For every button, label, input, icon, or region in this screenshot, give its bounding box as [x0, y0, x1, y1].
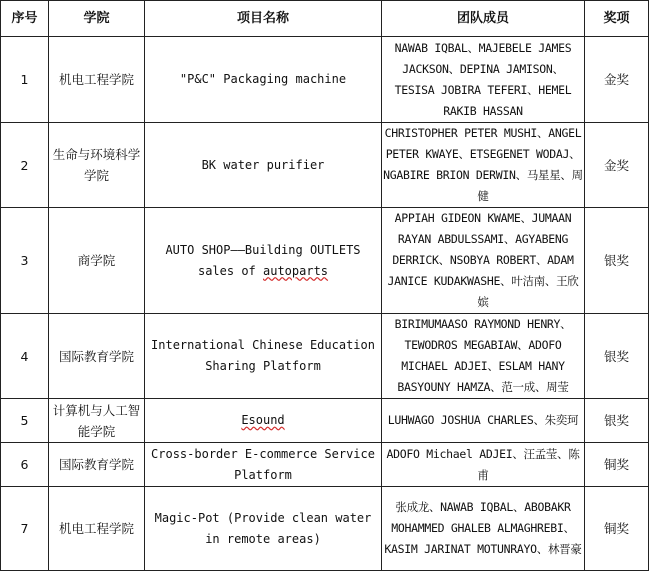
cell-award: 铜奖 — [585, 443, 649, 487]
cell-members: NAWAB IQBAL、MAJEBELE JAMES JACKSON、DEPINA JAMISON、TESISA JOBIRA TEFERI、HEMEL RAKIB HASSAN — [382, 37, 585, 123]
table-row — [1, 487, 649, 571]
cell-members: ADOFO Michael ADJEI、汪孟莹、陈甫 — [382, 443, 585, 487]
project-text: AUTO SHOP——Building OUTLETS sales of — [165, 242, 361, 278]
cell-num: 7 — [1, 487, 49, 571]
spellcheck-word: autoparts — [263, 263, 329, 278]
cell-award: 金奖 — [585, 37, 649, 123]
cell-project: BK water purifier — [145, 123, 382, 208]
cell-award: 银奖 — [585, 314, 649, 399]
header-members: 团队成员 — [382, 1, 585, 37]
cell-award: 银奖 — [585, 399, 649, 443]
header-award: 奖项 — [585, 1, 649, 37]
cell-members: LUHWAGO JOSHUA CHARLES、朱奕珂 — [382, 399, 585, 443]
cell-college: 生命与环境科学学院 — [49, 123, 145, 208]
cell-num: 3 — [1, 208, 49, 314]
cell-project — [145, 399, 382, 443]
cell-award: 铜奖 — [585, 487, 649, 571]
cell-project: "P&C" Packaging machine — [145, 37, 382, 123]
table-row — [1, 443, 649, 487]
table-row — [1, 123, 649, 208]
header-num: 序号 — [1, 1, 49, 37]
cell-num: 5 — [1, 399, 49, 443]
cell-college: 计算机与人工智能学院 — [49, 399, 145, 443]
cell-award: 银奖 — [585, 208, 649, 314]
cell-project — [145, 208, 382, 314]
cell-num: 1 — [1, 37, 49, 123]
cell-project: Magic-Pot (Provide clean water in remote areas) — [145, 487, 382, 571]
cell-project: Cross-border E-commerce Service Platform — [145, 443, 382, 487]
cell-college: 商学院 — [49, 208, 145, 314]
table-row — [1, 314, 649, 399]
cell-college: 机电工程学院 — [49, 487, 145, 571]
cell-college: 机电工程学院 — [49, 37, 145, 123]
table-row — [1, 37, 649, 123]
cell-college: 国际教育学院 — [49, 314, 145, 399]
header-row — [1, 1, 649, 37]
cell-members: CHRISTOPHER PETER MUSHI、ANGEL PETER KWAYE、ETSEGENET WODAJ、NGABIRE BRION DERWIN、马星星、周健 — [382, 123, 585, 208]
cell-num: 4 — [1, 314, 49, 399]
table-row — [1, 399, 649, 443]
cell-members: APPIAH GIDEON KWAME、JUMAAN RAYAN ABDULSSAMI、AGYABENG DERRICK、NSOBYA ROBERT、ADAM JANICE KUDAKWASHE、叶洁南、王欣嫔 — [382, 208, 585, 314]
cell-members: 张成龙、NAWAB IQBAL、ABOBAKR MOHAMMED GHALEB ALMAGHREBI、KASIM JARINAT MOTUNRAYO、林晋豪 — [382, 487, 585, 571]
spellcheck-word: Esound — [241, 413, 285, 427]
cell-project: International Chinese Education Sharing Platform — [145, 314, 382, 399]
cell-members: BIRIMUMAASO RAYMOND HENRY、TEWODROS MEGABIAW、ADOFO MICHAEL ADJEI、ESLAM HANY BASYOUNY HAMZA、范一成、周莹 — [382, 314, 585, 399]
cell-award: 金奖 — [585, 123, 649, 208]
header-project: 项目名称 — [145, 1, 382, 37]
header-college: 学院 — [49, 1, 145, 37]
cell-college: 国际教育学院 — [49, 443, 145, 487]
table-row — [1, 208, 649, 314]
cell-num: 2 — [1, 123, 49, 208]
cell-num: 6 — [1, 443, 49, 487]
